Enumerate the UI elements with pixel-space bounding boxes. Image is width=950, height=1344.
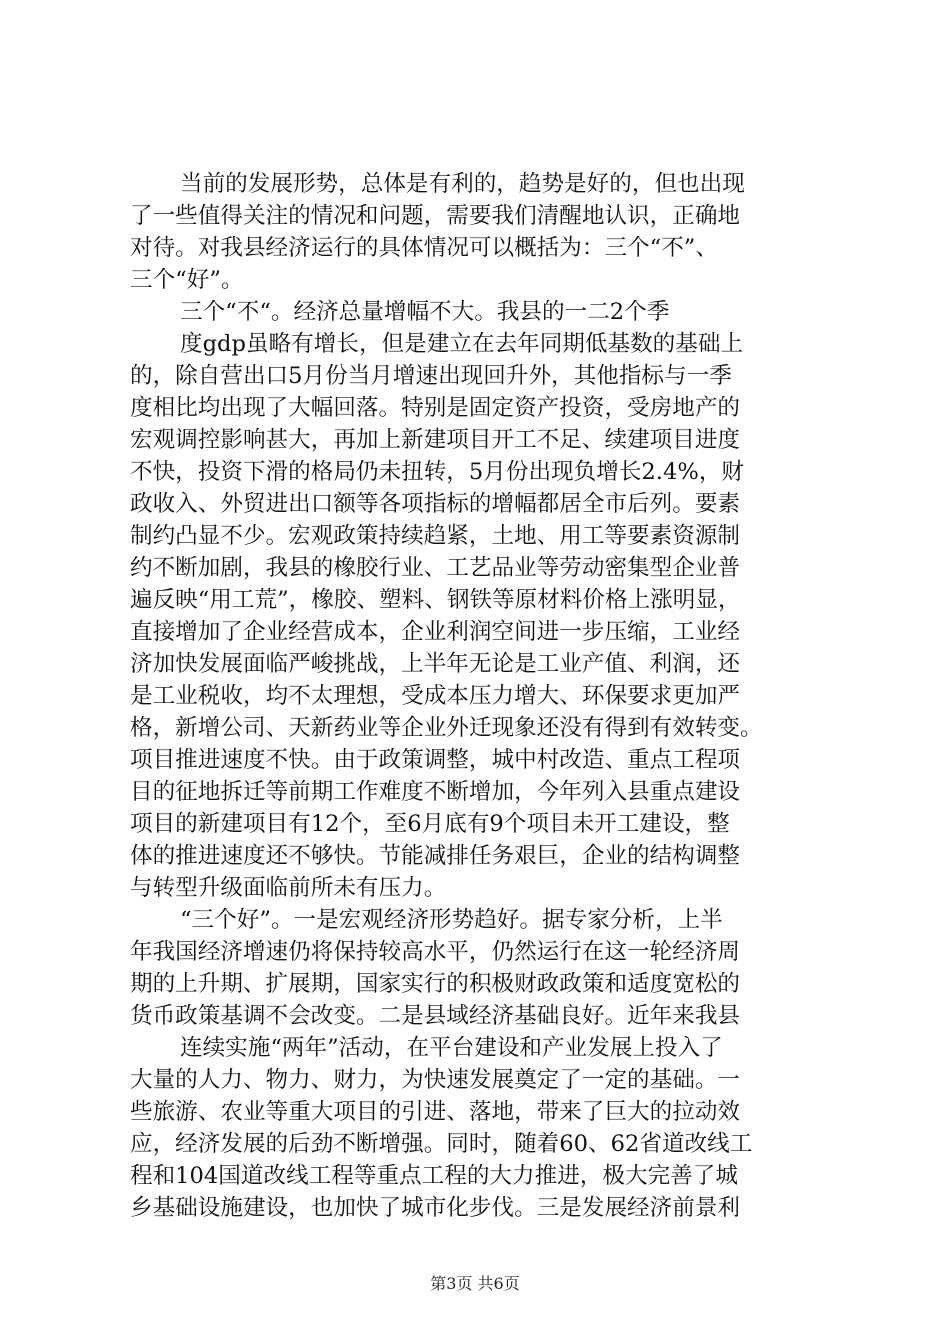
text-line: 直接增加了企业经营成本，企业利润空间进一步压缩，工业经: [130, 619, 741, 645]
text-line: 货币政策基调不会改变。二是县域经济基础良好。近年来我县: [130, 1003, 741, 1029]
text-line: 宏观调控影响甚大，再加上新建项目开工不足、续建项目进度: [130, 427, 741, 453]
text-line: 度gdp虽略有增长，但是建立在去年同期低基数的基础上: [180, 331, 744, 357]
text-line: 乡基础设施建设，也加快了城市化步伐。三是发展经济前景利: [130, 1195, 741, 1221]
text-line: 政收入、外贸进出口额等各项指标的增幅都居全市后列。要素: [130, 491, 741, 517]
text-line: 的，除自营出口5月份当月增速出现回升外，其他指标与一季: [130, 363, 732, 389]
text-line: 项目的新建项目有12个，至6月底有9个项目未开工建设，整: [130, 811, 730, 837]
page-number-footer: 第3页 共6页: [430, 1274, 520, 1293]
document-body: [130, 168, 830, 1224]
text-line: 是工业税收，均不太理想，受成本压力增大、环保要求更加严: [130, 683, 741, 709]
text-line: 体的推进速度还不够快。节能减排任务艰巨，企业的结构调整: [130, 843, 741, 869]
text-line: 格，新增公司、天新药业等企业外迁现象还没有得到有效转变。: [130, 715, 763, 741]
text-line: 制约凸显不少。宏观政策持续趋紧，土地、用工等要素资源制: [130, 523, 741, 549]
text-line: 与转型升级面临前所未有压力。: [130, 875, 447, 901]
text-line: 度相比均出现了大幅回落。特别是固定资产投资，受房地产的: [130, 395, 741, 421]
text-line: 年我国经济增速仍将保持较高水平，仍然运行在这一轮经济周: [130, 939, 741, 965]
text-line: 连续实施“两年”活动，在平台建设和产业发展上投入了: [180, 1035, 723, 1061]
text-line: 应，经济发展的后劲不断增强。同时，随着60、62省道改线工: [130, 1131, 753, 1157]
text-line: 当前的发展形势，总体是有利的，趋势是好的，但也出现: [180, 171, 745, 197]
text-line: 济加快发展面临严峻挑战，上半年无论是工业产值、利润，还: [130, 651, 741, 677]
text-line: “三个好”。一是宏观经济形势趋好。据专家分析，上半: [180, 907, 723, 933]
text-line: 些旅游、农业等重大项目的引进、落地，带来了巨大的拉动效: [130, 1099, 741, 1125]
text-line: 项目推进速度不快。由于政策调整，城中村改造、重点工程项: [130, 747, 741, 773]
text-line: 目的征地拆迁等前期工作难度不断增加，今年列入县重点建设: [130, 779, 741, 805]
text-line: 程和104国道改线工程等重点工程的大力推进，极大完善了城: [130, 1163, 738, 1189]
text-line: 对待。对我县经济运行的具体情况可以概括为：三个“不”、: [130, 235, 718, 261]
text-line: 大量的人力、物力、财力，为快速发展奠定了一定的基础。一: [130, 1067, 741, 1093]
text-line: 遍反映“用工荒”，橡胶、塑料、钢铁等原材料价格上涨明显，: [130, 587, 741, 613]
text-line: 不快，投资下滑的格局仍未扭转，5月份出现负增长2.4%，财: [130, 459, 745, 485]
text-line: 三个“不“。经济总量增幅不大。我县的一二2个季: [180, 299, 670, 325]
text-line: 三个“好”。: [130, 267, 244, 293]
text-line: 期的上升期、扩展期，国家实行的积极财政政策和适度宽松的: [130, 971, 741, 997]
text-line: 约不断加剧，我县的橡胶行业、工艺品业等劳动密集型企业普: [130, 555, 741, 581]
text-line: 了一些值得关注的情况和问题，需要我们清醒地认识，正确地: [130, 203, 741, 229]
